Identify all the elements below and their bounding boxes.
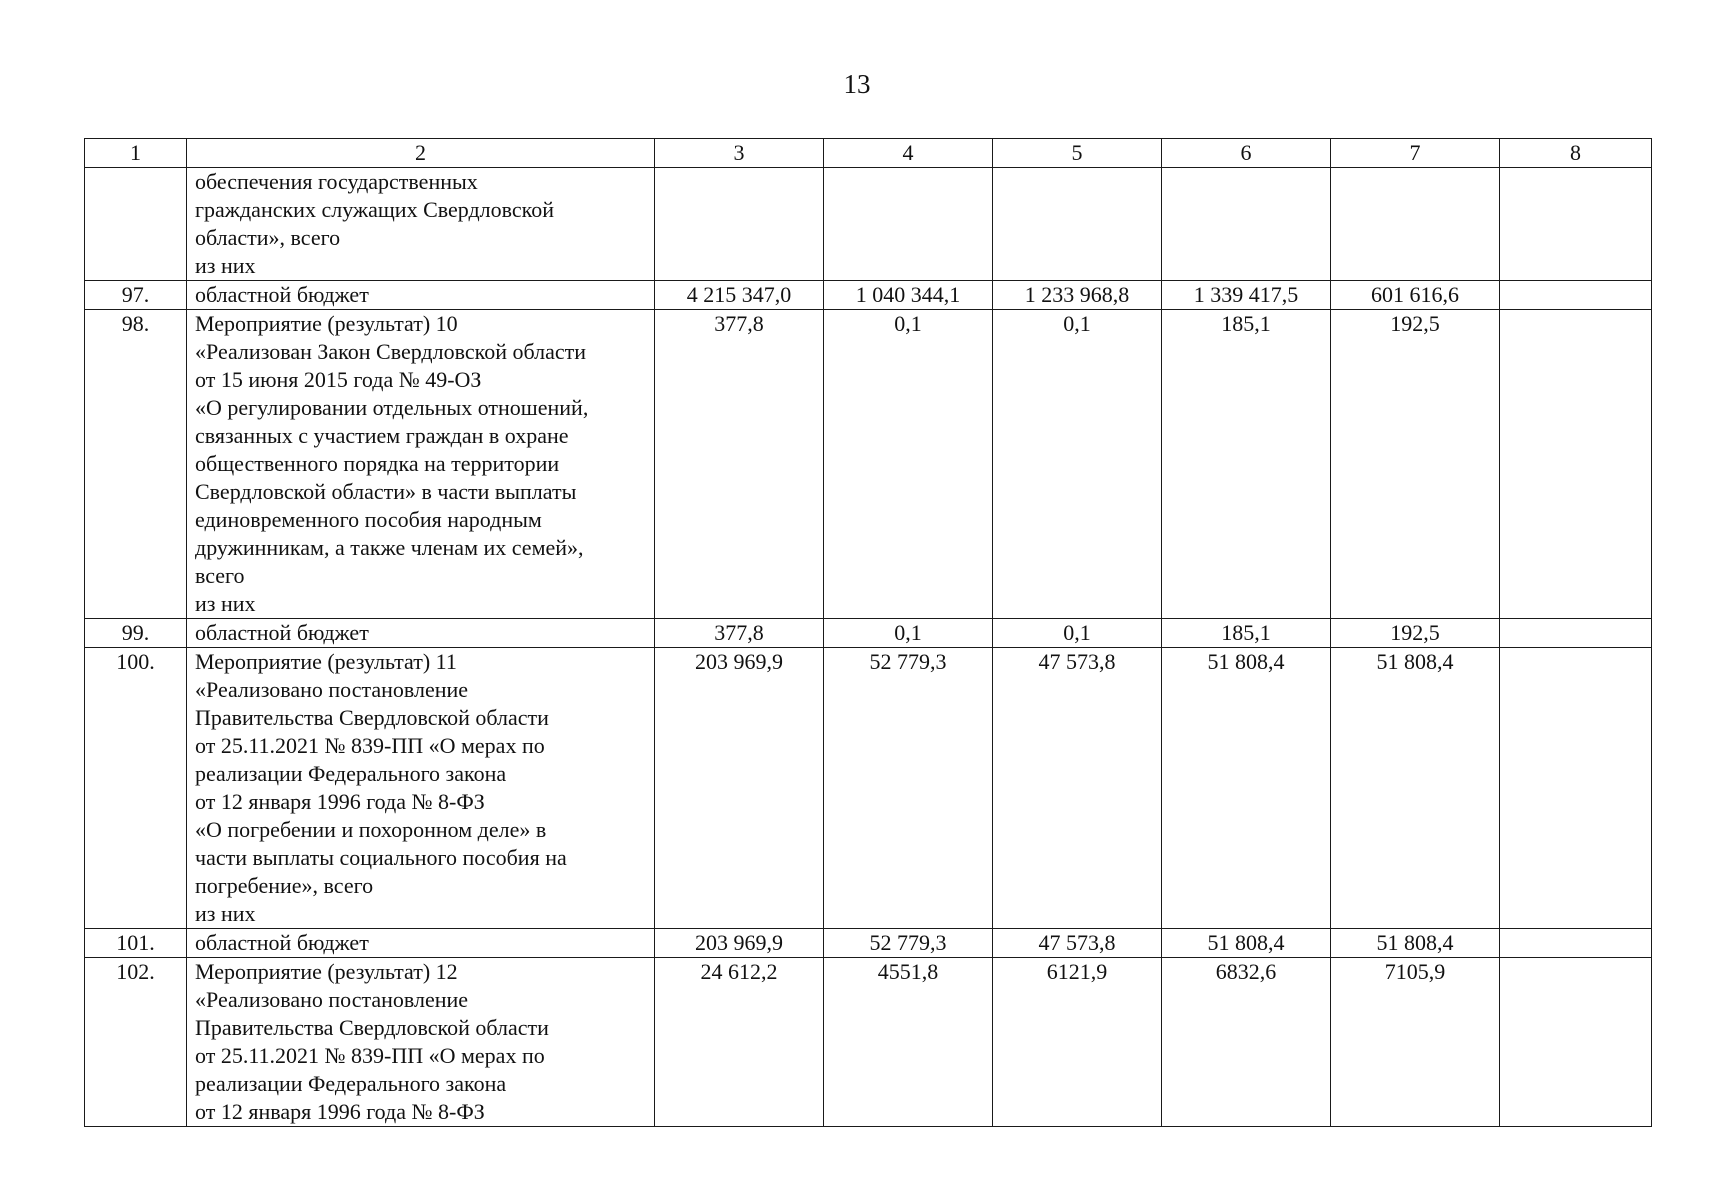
value-cell-col-7: 192,5 — [1331, 310, 1500, 619]
value-cell-col-7: 192,5 — [1331, 619, 1500, 648]
description-line: дружинникам, а также членам их семей», — [195, 535, 584, 560]
page-number: 13 — [843, 69, 871, 99]
value-cell-col-4: 52 779,3 — [824, 648, 993, 929]
value-cell-col-6: 51 808,4 — [1162, 929, 1331, 958]
description-line: всего — [195, 563, 245, 588]
value-cell-col-6 — [1162, 168, 1331, 281]
value-cell-col-8 — [1500, 958, 1652, 1127]
row-description — [187, 310, 655, 619]
description-line: «Реализовано постановление — [195, 677, 469, 702]
value-cell-col-5 — [993, 168, 1162, 281]
table-body — [85, 139, 1652, 1127]
table-row — [85, 929, 1652, 958]
value-cell-col-8 — [1500, 929, 1652, 958]
column-header: 1 — [85, 139, 187, 168]
column-header: 4 — [824, 139, 993, 168]
value-cell-col-4 — [824, 168, 993, 281]
description-line: областной бюджет — [195, 282, 369, 307]
description-line: обеспечения государственных — [195, 169, 478, 194]
value-cell-col-8 — [1500, 648, 1652, 929]
value-cell-col-8 — [1500, 619, 1652, 648]
value-cell-col-3: 377,8 — [655, 619, 824, 648]
value-cell-col-3: 24 612,2 — [655, 958, 824, 1127]
column-header: 8 — [1500, 139, 1652, 168]
column-header: 6 — [1162, 139, 1331, 168]
description-line: «Реализован Закон Свердловской области — [195, 339, 587, 364]
description-line: Мероприятие (результат) 11 — [195, 649, 457, 674]
value-cell-col-8 — [1500, 281, 1652, 310]
row-number: 101. — [85, 929, 187, 958]
description-line: части выплаты социального пособия на — [195, 845, 567, 870]
description-line: областной бюджет — [195, 930, 369, 955]
row-description — [187, 619, 655, 648]
value-cell-col-4: 52 779,3 — [824, 929, 993, 958]
row-description — [187, 929, 655, 958]
value-cell-col-3: 203 969,9 — [655, 648, 824, 929]
column-header: 3 — [655, 139, 824, 168]
row-number: 102. — [85, 958, 187, 1127]
value-cell-col-4: 4551,8 — [824, 958, 993, 1127]
description-line: от 25.11.2021 № 839-ПП «О мерах по — [195, 733, 545, 758]
value-cell-col-6: 51 808,4 — [1162, 648, 1331, 929]
value-cell-col-5: 47 573,8 — [993, 929, 1162, 958]
value-cell-col-4: 0,1 — [824, 310, 993, 619]
description-line: реализации Федерального закона — [195, 1071, 507, 1096]
value-cell-col-7: 601 616,6 — [1331, 281, 1500, 310]
value-cell-col-5: 0,1 — [993, 310, 1162, 619]
value-cell-col-5: 47 573,8 — [993, 648, 1162, 929]
value-cell-col-3 — [655, 168, 824, 281]
value-cell-col-4: 1 040 344,1 — [824, 281, 993, 310]
value-cell-col-5: 1 233 968,8 — [993, 281, 1162, 310]
description-line: Мероприятие (результат) 12 — [195, 959, 458, 984]
column-header: 2 — [187, 139, 655, 168]
description-line: погребение», всего — [195, 873, 374, 898]
table-row — [85, 310, 1652, 619]
table-row — [85, 958, 1652, 1127]
value-cell-col-6: 185,1 — [1162, 619, 1331, 648]
description-line: от 15 июня 2015 года № 49-ОЗ — [195, 367, 482, 392]
value-cell-col-5: 6121,9 — [993, 958, 1162, 1127]
description-line: связанных с участием граждан в охране — [195, 423, 569, 448]
description-line: «О регулировании отдельных отношений, — [195, 395, 589, 420]
value-cell-col-3: 4 215 347,0 — [655, 281, 824, 310]
description-line: областной бюджет — [195, 620, 369, 645]
description-line: Правительства Свердловской области — [195, 705, 549, 730]
value-cell-col-7: 51 808,4 — [1331, 929, 1500, 958]
description-line: от 12 января 1996 года № 8-ФЗ — [195, 789, 485, 814]
value-cell-col-6: 1 339 417,5 — [1162, 281, 1331, 310]
description-line: от 12 января 1996 года № 8-ФЗ — [195, 1099, 485, 1124]
table-row — [85, 281, 1652, 310]
description-line: Мероприятие (результат) 10 — [195, 311, 458, 336]
value-cell-col-7 — [1331, 168, 1500, 281]
row-number: 97. — [85, 281, 187, 310]
value-cell-col-5: 0,1 — [993, 619, 1162, 648]
row-description — [187, 958, 655, 1127]
table-row — [85, 648, 1652, 929]
value-cell-col-3: 377,8 — [655, 310, 824, 619]
value-cell-col-7: 7105,9 — [1331, 958, 1500, 1127]
description-line: «Реализовано постановление — [195, 987, 469, 1012]
table-row — [85, 168, 1652, 281]
value-cell-col-7: 51 808,4 — [1331, 648, 1500, 929]
description-line: области», всего — [195, 225, 341, 250]
value-cell-col-6: 6832,6 — [1162, 958, 1331, 1127]
column-header: 5 — [993, 139, 1162, 168]
description-line: из них — [195, 591, 256, 616]
table-row — [85, 619, 1652, 648]
row-number: 100. — [85, 648, 187, 929]
row-number — [85, 168, 187, 281]
description-line: общественного порядка на территории — [195, 451, 560, 476]
column-number-row — [85, 139, 1652, 168]
row-description — [187, 281, 655, 310]
description-line: единовременного пособия народным — [195, 507, 542, 532]
description-line: «О погребении и похоронном деле» в — [195, 817, 547, 842]
description-line: от 25.11.2021 № 839-ПП «О мерах по — [195, 1043, 545, 1068]
row-description — [187, 168, 655, 281]
value-cell-col-6: 185,1 — [1162, 310, 1331, 619]
budget-table — [84, 138, 1652, 1127]
description-line: гражданских служащих Свердловской — [195, 197, 555, 222]
description-line: Правительства Свердловской области — [195, 1015, 549, 1040]
description-line: из них — [195, 253, 256, 278]
row-description — [187, 648, 655, 929]
value-cell-col-8 — [1500, 310, 1652, 619]
row-number: 98. — [85, 310, 187, 619]
value-cell-col-3: 203 969,9 — [655, 929, 824, 958]
description-line: реализации Федерального закона — [195, 761, 507, 786]
column-header: 7 — [1331, 139, 1500, 168]
row-number: 99. — [85, 619, 187, 648]
value-cell-col-4: 0,1 — [824, 619, 993, 648]
description-line: Свердловской области» в части выплаты — [195, 479, 577, 504]
value-cell-col-8 — [1500, 168, 1652, 281]
description-line: из них — [195, 901, 256, 926]
